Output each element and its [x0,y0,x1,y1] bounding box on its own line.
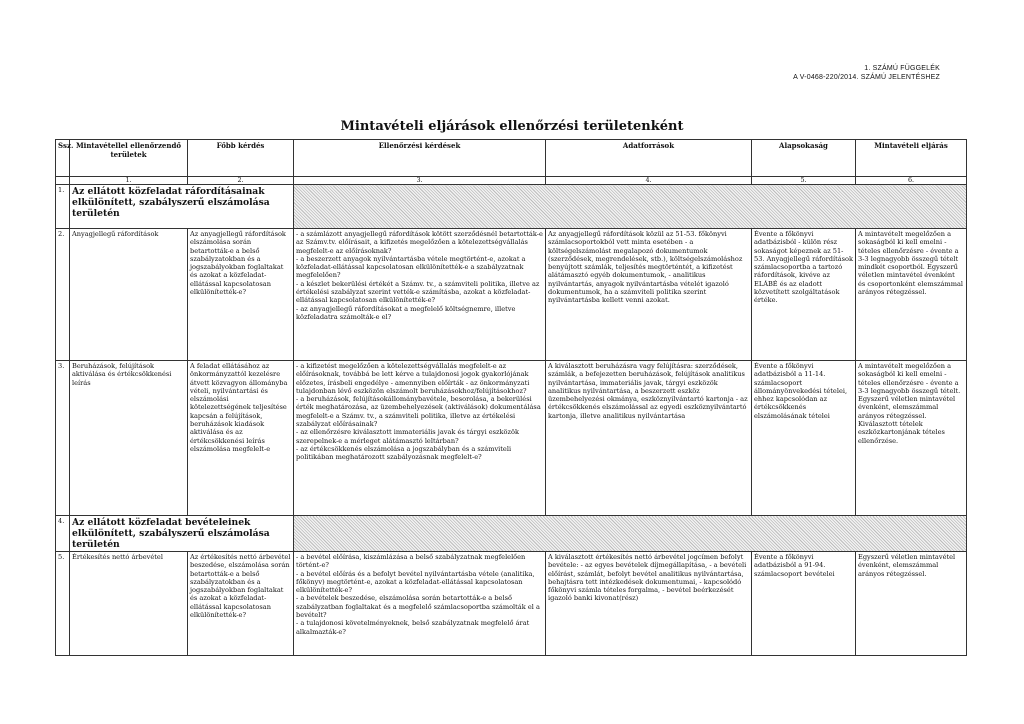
check-item: - a készlet bekerülési értékét a Számv. tv., a számviteli politika, illetve az értékelési szabályzat szerint vették-e számításba, azokat a közfeladat-ellátással kapcsolatosan elkülönítették-e? [296,279,540,305]
checks-cell [294,229,546,361]
appendix-line-2: A V-0468-220/2014. SZÁMÚ JELENTÉSHEZ [793,74,940,81]
table-row [56,229,967,361]
column-number-row [56,177,967,185]
header-question: Főbb kérdés [188,140,294,177]
area-cell: Anyagjellegű ráfordítások [70,229,188,361]
page-title: Mintavételi eljárások ellenőrzési területenként [340,119,684,134]
appendix-reference [793,64,940,82]
method-cell: Egyszerű véletlen mintavétel évenként, elemszámmal arányos rétegzéssel. [856,552,967,656]
row-number: 1. [56,185,70,229]
header-sources: Adatforrások [546,140,752,177]
row-number: 5. [56,552,70,656]
sources-cell: A kiválasztott beruházásra vagy felújításra: szerződések, számlák, a befejezetten beruházások, felújítások analitikus nyilvántartása, immateriális javak, tárgyi eszközök analitikus nyilvántartása, a beszerzett eszköz üzembehelyezési okmánya, eszköznyilvántartó kartonja - az értékcsökkenés elszámolással az egyedi eszköznyilvántartó kartonja, illetve analitikus nyilvántartása [546,361,752,516]
section-row-expenses [56,185,967,229]
check-item: - az értékcsökkenés elszámolása a jogszabályban és a számviteli politikában meghatározott szabályozásnak megfelelt-e? [296,444,512,462]
section-hatch [294,185,967,229]
section-title: Az ellátott közfeladat bevételeinek elkülönített, szabályszerű elszámolása területén [70,516,294,552]
question-cell: A feladat ellátásához az önkormányzattól kezelésre átvett közvagyon állományba vételi, nyilvántartási és elszámolási kötelezettségének teljesítése kapcsán a felújítások, beruházások kiadások aktiválása és az értékcsökkenési leírás elszámolása megfelelt-e [188,361,294,516]
question-cell: Az anyagjellegű ráfordítások elszámolása során betartották-e a belső szabályzatokban és a jogszabályokban foglaltakat és azokat a közfeladat-ellátással kapcsolatosan elkülönítették-e? [188,229,294,361]
area-cell: Beruházások, felújítások aktiválása és értékcsökkenési leírás [70,361,188,516]
check-item: - a bevétel előírás és a befolyt bevétel nyilvántartásba vétele (analitika, főkönyv) megtörtént-e, azokat a közfeladat-ellátással kapcsolatosan elkülönítették-e? [296,569,535,595]
header-area: Mintavétellel ellenőrzendő területek [70,140,188,177]
check-item: - a beruházások, felújításokállománybavétele, besorolása, a bekerülési érték meghatározása, az üzembehelyezések (aktiválások) dokumentálása megfelelt-e a Számv. tv., a számviteli politika, illetve az értékelési szabályzat előírásainak? [296,395,541,429]
colnum-1: 1. [70,177,188,185]
check-item: - a számlázott anyagjellegű ráfordítások kötött szerződésnél betartották-e az Számv.tv. előírásait, a kifizetés megelőzően a kötelezettségvállalás megfelelt-e az előírásoknak? [296,230,543,255]
population-cell: Évente a főkönyvi adatbázisból - külön rész sokaságot képeznek az 51-53. Anyagjellegű ráfordítások számlacsoportba a tartozó ráfordítások, kivéve az ELÁBÉ és az eladott közvetített szolgáltatások értéke. [752,229,856,361]
colnum-2: 2. [188,177,294,185]
colnum-4: 4. [546,177,752,185]
area-cell: Értékesítés nettó árbevétel [70,552,188,656]
appendix-line-1: 1. SZÁMÚ FÜGGELÉK [864,65,940,72]
table-row [56,552,967,656]
header-ssz: Ssz. [56,140,70,177]
section-title: Az ellátott közfeladat ráfordításainak elkülönített, szabályszerű elszámolása területén [70,185,294,229]
method-cell: A mintavételt megelőzően a sokaságból ki kell emelni - tételes ellenőrzésre - évente a 3-3 legnagyobb összegű tételt. Egyszerű véletlen mintavétel évenként, elemszámmal arányos rétegzéssel. Kiválasztott tételek eszközkartonjának tételes ellenőrzése. [856,361,967,516]
check-item: - a kifizetést megelőzően a kötelezettségvállalás megfelelt-e az előírásoknak, továbbá be lett kérve a tulajdonosi jogok gyakorlójának előzetes, írásbeli engedélye - amennyiben előírták - az önkormányzati tulajdonban lévő eszközön elszámolt beruházásokhoz/felújításokhoz? [296,362,530,395]
check-item: - a bevétel előírása, kiszámlázása a belső szabályzatnak megfelelően történt-e? [296,553,526,570]
row-number: 4. [56,516,70,552]
method-cell: A mintavételt megelőzően a sokaságból ki kell emelni - tételes ellenőrzésre - évente a 3-3 legnagyobb összegű tételt mindkét csoportból. Egyszerű véletlen mintavétel évenként és csoportonként elemszámmal arányos rétegzéssel. [856,229,967,361]
colnum-6: 6. [856,177,967,185]
header-population: Alapsokaság [752,140,856,177]
colnum-5: 5. [752,177,856,185]
header-method: Mintavételi eljárás [856,140,967,177]
checks-cell [294,552,546,656]
header-checks: Ellenőrzési kérdések [294,140,546,177]
sources-cell: A kiválasztott értékesítés nettó árbevétel jogcímen befolyt bevétele: - az egyes bevételek díjmegállapítása, - a bevételi előírást, számlát, befolyt bevétel analitikus nyilvántartása, behajtásra tett intézkedések dokumentumai, - kapcsolódó főkönyvi számla tételes forgalma, - bevétel beérkezését igazoló banki kivonat(rész) [546,552,752,656]
section-row-revenues [56,516,967,552]
table-row [56,361,967,516]
colnum-3: 3. [294,177,546,185]
check-item: - az ellenőrzésre kiválasztott immateriális javak és tárgyi eszközök szerepelnek-e a mérleget alátámasztó leltárban? [296,428,519,445]
check-item: - a bevételek beszedése, elszámolása során betartották-e a belső szabályzatban foglaltakat és a megfelelő számlacsoportba számolták el a bevételt? [296,594,540,620]
question-cell: Az értékesítés nettó árbevétel beszedése, elszámolása során betartották-e a belső szabályzatokban és a jogszabályokban foglaltakat és azokat a közfeladat-ellátással kapcsolatosan elkülönítették-e? [188,552,294,656]
check-item: - a beszerzett anyagok nyilvántartásba vétele megtörtént-e, azokat a közfeladat-ellátással kapcsolatosan elkülönítették-e a szabályzatnak megfelelően? [296,254,526,280]
section-hatch [294,516,967,552]
row-number: 3. [56,361,70,516]
check-item: - a tulajdonosi követelményeknek, belső szabályzatnak megfelelő árat alkalmazták-e? [296,619,530,636]
population-cell: Évente a főkönyvi adatbázisból a 11-14. számlacsoport állományönvekedési tételei, ehhez kapcsolódan az értékcsökkenés elszámolásának tételei [752,361,856,516]
check-item: - az anyagjellegű ráfordításokat a megfelelő költségnemre, illetve közfeladatra számolták-e el? [296,304,516,321]
header-row [56,140,967,177]
population-cell: Évente a főkönyvi adatbázisból a 91-94. számlacsoport bevételei [752,552,856,656]
row-number: 2. [56,229,70,361]
sources-cell: Az anyagjellegű ráfordítások közül az 51-53. főkönyvi számlacsoportokból vett minta esetében - a költségelszámolást megalapozó dokumentumok (szerződések, megrendelések, stb.), költségelszámoláshoz benyújtott számlák, teljesítés megtörténtét, a kifizetést alátámasztó egyéb dokumentumok, - analitikus nyilvántartás, anyagok nyilvántartásba vételét igazoló dokumentumok, ha a számviteli politika szerint nyilvántartásba kellett venni azokat. [546,229,752,361]
sampling-table [55,139,967,656]
checks-cell [294,361,546,516]
